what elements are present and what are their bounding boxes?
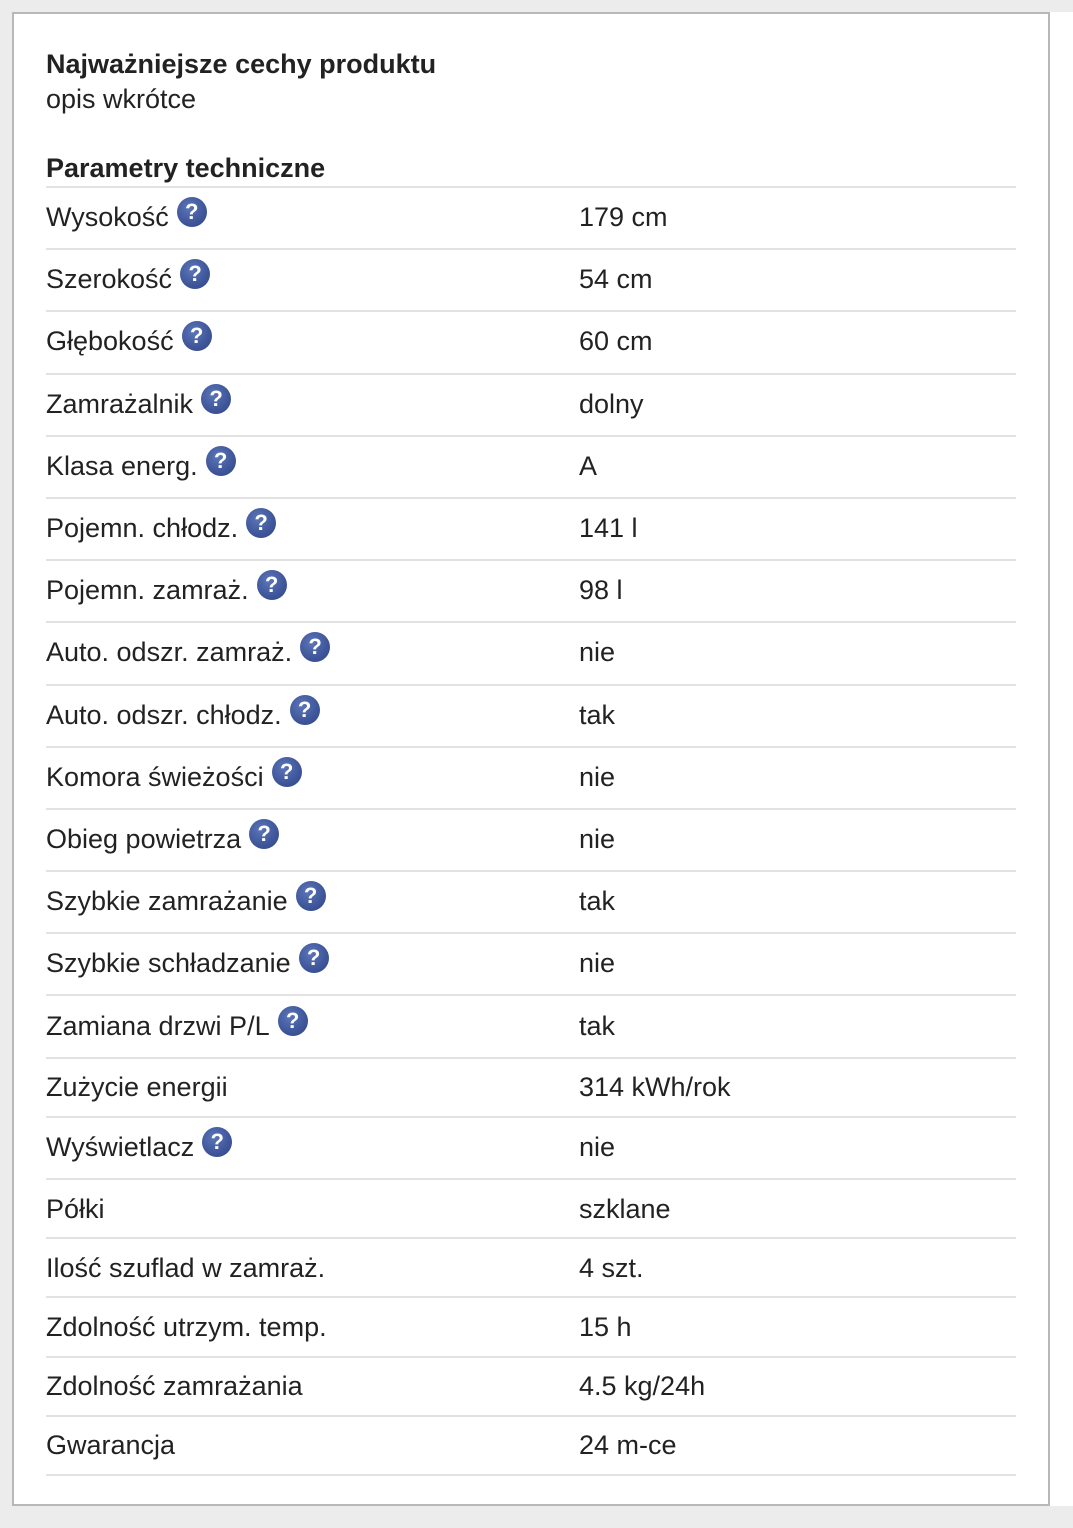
param-value: 54 cm xyxy=(579,264,653,295)
param-value: 314 kWh/rok xyxy=(579,1072,731,1103)
param-label: Zamiana drzwi P/L xyxy=(46,1010,270,1041)
param-label-cell xyxy=(46,200,207,234)
help-icon[interactable]: ? xyxy=(249,819,279,849)
param-row xyxy=(46,934,1016,996)
param-label-cell xyxy=(46,1192,105,1226)
param-row xyxy=(46,499,1016,561)
param-row xyxy=(46,810,1016,872)
param-label-cell xyxy=(46,1251,325,1285)
param-label-cell xyxy=(46,511,276,545)
param-value: dolny xyxy=(579,388,644,419)
help-icon[interactable]: ? xyxy=(202,1127,232,1157)
help-icon[interactable]: ? xyxy=(290,695,320,725)
param-label: Wysokość xyxy=(46,202,169,233)
help-icon[interactable]: ? xyxy=(278,1006,308,1036)
param-row xyxy=(46,686,1016,748)
help-icon[interactable]: ? xyxy=(182,321,212,351)
help-icon[interactable]: ? xyxy=(180,259,210,289)
help-icon[interactable]: ? xyxy=(272,757,302,787)
help-icon[interactable]: ? xyxy=(257,570,287,600)
param-label-cell xyxy=(46,1310,327,1344)
param-label-cell xyxy=(46,1070,228,1104)
param-value: nie xyxy=(579,823,616,854)
param-label: Ilość szuflad w zamraż. xyxy=(46,1252,326,1283)
param-label-cell xyxy=(46,884,326,918)
param-row xyxy=(46,872,1016,934)
param-label-cell xyxy=(46,946,329,980)
param-row xyxy=(46,1059,1016,1118)
param-row xyxy=(46,1358,1016,1417)
section-description: opis wkrótce xyxy=(46,84,197,114)
param-value: szklane xyxy=(579,1193,671,1224)
param-label-cell xyxy=(46,324,212,358)
param-label-cell xyxy=(46,262,210,296)
param-label: Zdolność zamrażania xyxy=(46,1371,303,1402)
param-label: Pojemn. zamraż. xyxy=(46,575,249,606)
param-label: Gwarancja xyxy=(46,1430,176,1461)
param-label: Zużycie energii xyxy=(46,1072,228,1103)
param-label: Pojemn. chłodz. xyxy=(46,513,239,544)
help-icon[interactable]: ? xyxy=(246,508,276,538)
param-label: Szerokość xyxy=(46,264,173,295)
param-label: Obieg powietrza xyxy=(46,823,242,854)
param-label: Głębokość xyxy=(46,326,174,357)
param-value: 4.5 kg/24h xyxy=(579,1371,706,1402)
param-row xyxy=(46,1239,1016,1298)
param-value: 60 cm xyxy=(579,326,653,357)
param-row xyxy=(46,312,1016,374)
param-value: tak xyxy=(579,886,616,917)
param-row xyxy=(46,1417,1016,1476)
param-value: 141 l xyxy=(579,513,638,544)
param-label-cell xyxy=(46,822,279,856)
param-row xyxy=(46,996,1016,1058)
help-icon[interactable]: ? xyxy=(201,384,231,414)
param-value: nie xyxy=(579,637,616,668)
param-value: 179 cm xyxy=(579,202,668,233)
param-row xyxy=(46,1298,1016,1357)
param-label: Zdolność utrzym. temp. xyxy=(46,1311,327,1342)
param-label-cell xyxy=(46,760,302,794)
param-value: 24 m-ce xyxy=(579,1430,677,1461)
params-table xyxy=(46,186,1016,1476)
param-label: Wyświetlacz xyxy=(46,1131,195,1162)
param-value: tak xyxy=(579,1010,616,1041)
param-row xyxy=(46,250,1016,312)
param-label-cell xyxy=(46,1009,308,1043)
param-label: Komora świeżości xyxy=(46,761,264,792)
help-icon[interactable]: ? xyxy=(177,197,207,227)
param-row xyxy=(46,1180,1016,1239)
param-label-cell xyxy=(46,1428,175,1462)
param-label-cell xyxy=(46,1130,232,1164)
param-value: nie xyxy=(579,761,616,792)
params-title: Parametry techniczne xyxy=(46,153,326,183)
bottom-strip xyxy=(0,1506,1073,1528)
param-value: tak xyxy=(579,699,616,730)
param-label-cell xyxy=(46,449,236,483)
param-label: Auto. odszr. zamraż. xyxy=(46,637,293,668)
param-label: Półki xyxy=(46,1193,105,1224)
param-label-cell xyxy=(46,635,330,669)
param-label-cell xyxy=(46,698,320,732)
param-value: nie xyxy=(579,948,616,979)
param-value: 98 l xyxy=(579,575,623,606)
param-row xyxy=(46,748,1016,810)
param-row xyxy=(46,188,1016,250)
param-label: Szybkie zamrażanie xyxy=(46,886,288,917)
right-gutter xyxy=(1050,12,1073,1506)
param-row xyxy=(46,561,1016,623)
param-row xyxy=(46,1118,1016,1180)
top-strip xyxy=(0,0,1073,12)
param-value: A xyxy=(579,450,598,481)
param-label-cell xyxy=(46,573,287,607)
param-label-cell xyxy=(46,1369,303,1403)
help-icon[interactable]: ? xyxy=(299,943,329,973)
param-row xyxy=(46,437,1016,499)
help-icon[interactable]: ? xyxy=(300,632,330,662)
param-label: Klasa energ. xyxy=(46,450,198,481)
param-label: Auto. odszr. chłodz. xyxy=(46,699,282,730)
param-value: 15 h xyxy=(579,1311,632,1342)
param-value: 4 szt. xyxy=(579,1252,644,1283)
param-label-cell xyxy=(46,387,231,421)
help-icon[interactable]: ? xyxy=(206,446,236,476)
section-title: Najważniejsze cechy produktu xyxy=(46,49,437,79)
param-label: Szybkie schładzanie xyxy=(46,948,291,979)
param-row xyxy=(46,623,1016,685)
param-label: Zamrażalnik xyxy=(46,388,194,419)
help-icon[interactable]: ? xyxy=(296,881,326,911)
param-value: nie xyxy=(579,1131,616,1162)
param-row xyxy=(46,375,1016,437)
